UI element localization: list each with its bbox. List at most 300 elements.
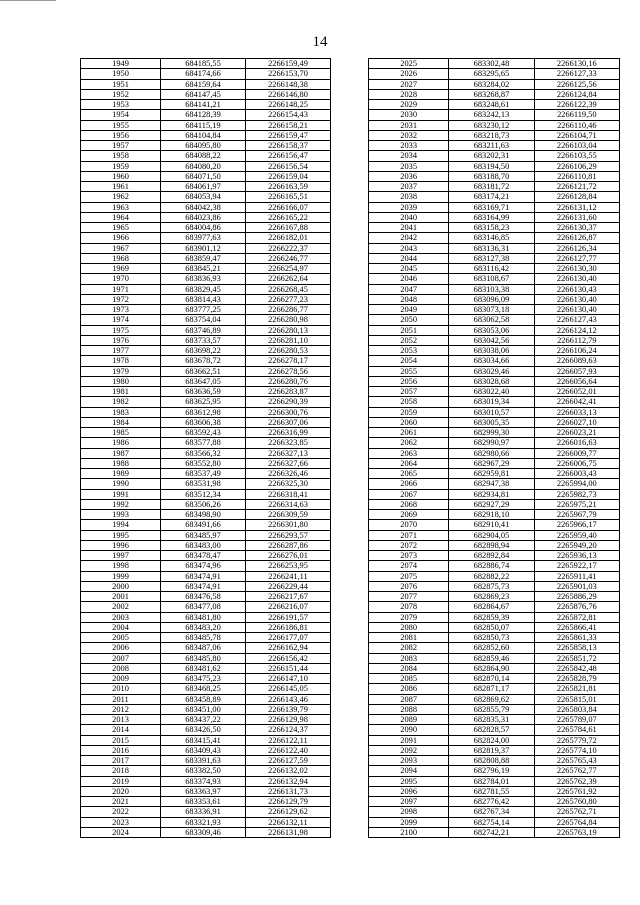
x-coordinate-cell: 682898,94: [449, 540, 534, 550]
point-number-cell: 1995: [81, 530, 161, 540]
x-coordinate-cell: 682980,66: [449, 448, 534, 458]
point-number-cell: 2050: [369, 315, 449, 325]
y-coordinate-cell: 2266146,80: [246, 89, 331, 99]
table-row: [369, 612, 620, 622]
y-coordinate-cell: 2266106,24: [534, 346, 619, 356]
x-coordinate-cell: 683248,61: [449, 100, 534, 110]
point-number-cell: 1984: [81, 417, 161, 427]
point-number-cell: 2089: [369, 715, 449, 725]
table-row: [81, 366, 331, 376]
table-row: [369, 243, 620, 253]
x-coordinate-cell: 683552,80: [161, 458, 246, 468]
table-row: [81, 725, 331, 735]
table-row: [81, 592, 331, 602]
x-coordinate-cell: 682947,38: [449, 479, 534, 489]
table-row: [81, 735, 331, 745]
table-row: [81, 684, 331, 694]
point-number-cell: 2008: [81, 663, 161, 673]
x-coordinate-cell: 682886,74: [449, 561, 534, 571]
y-coordinate-cell: 2266217,67: [246, 592, 331, 602]
y-coordinate-cell: 2265936,13: [534, 551, 619, 561]
y-coordinate-cell: 2266278,17: [246, 356, 331, 366]
x-coordinate-cell: 683073,18: [449, 305, 534, 315]
x-coordinate-cell: 683537,49: [161, 469, 246, 479]
table-row: [369, 428, 620, 438]
table-row: [369, 643, 620, 653]
table-row: [369, 100, 620, 110]
table-row: [369, 182, 620, 192]
point-number-cell: 2064: [369, 458, 449, 468]
y-coordinate-cell: 2266127,33: [534, 69, 619, 79]
x-coordinate-cell: 683426,50: [161, 725, 246, 735]
x-coordinate-cell: 684088,22: [161, 151, 246, 161]
x-coordinate-cell: 683374,93: [161, 776, 246, 786]
y-coordinate-cell: 2266132,11: [246, 817, 331, 827]
point-number-cell: 1973: [81, 305, 161, 315]
y-coordinate-cell: 2266132,94: [246, 776, 331, 786]
y-coordinate-cell: 2266253,95: [246, 561, 331, 571]
point-number-cell: 2051: [369, 325, 449, 335]
x-coordinate-cell: 682967,29: [449, 458, 534, 468]
y-coordinate-cell: 2265763,19: [534, 827, 619, 837]
y-coordinate-cell: 2266326,46: [246, 469, 331, 479]
table-row: [369, 551, 620, 561]
point-number-cell: 2014: [81, 725, 161, 735]
y-coordinate-cell: 2266262,64: [246, 274, 331, 284]
table-row: [81, 561, 331, 571]
table-row: [81, 212, 331, 222]
point-number-cell: 2026: [369, 69, 449, 79]
y-coordinate-cell: 2266287,86: [246, 540, 331, 550]
x-coordinate-cell: 683836,93: [161, 274, 246, 284]
x-coordinate-cell: 683230,12: [449, 120, 534, 130]
y-coordinate-cell: 2265789,07: [534, 715, 619, 725]
table-row: [369, 141, 620, 151]
y-coordinate-cell: 2266132,02: [246, 766, 331, 776]
point-number-cell: 1962: [81, 192, 161, 202]
table-row: [81, 817, 331, 827]
table-row: [81, 551, 331, 561]
y-coordinate-cell: 2266290,39: [246, 397, 331, 407]
x-coordinate-cell: 683592,43: [161, 428, 246, 438]
point-number-cell: 1976: [81, 335, 161, 345]
coordinates-table-right-body: [369, 59, 620, 838]
table-row: [369, 284, 620, 294]
point-number-cell: 2072: [369, 540, 449, 550]
x-coordinate-cell: 682904,05: [449, 530, 534, 540]
table-row: [81, 745, 331, 755]
y-coordinate-cell: 2265886,29: [534, 592, 619, 602]
point-number-cell: 2055: [369, 366, 449, 376]
point-number-cell: 1990: [81, 479, 161, 489]
y-coordinate-cell: 2265762,77: [534, 766, 619, 776]
point-number-cell: 2086: [369, 684, 449, 694]
y-coordinate-cell: 2265975,21: [534, 499, 619, 509]
table-row: [369, 417, 620, 427]
y-coordinate-cell: 2266325,30: [246, 479, 331, 489]
x-coordinate-cell: 683647,05: [161, 376, 246, 386]
y-coordinate-cell: 2265866,41: [534, 622, 619, 632]
x-coordinate-cell: 683476,58: [161, 592, 246, 602]
x-coordinate-cell: 683678,72: [161, 356, 246, 366]
table-row: [369, 766, 620, 776]
point-number-cell: 2065: [369, 469, 449, 479]
x-coordinate-cell: 684042,38: [161, 202, 246, 212]
y-coordinate-cell: 2266057,93: [534, 366, 619, 376]
coordinates-table-left: [80, 58, 331, 838]
point-number-cell: 2053: [369, 346, 449, 356]
point-number-cell: 1996: [81, 540, 161, 550]
point-number-cell: 2035: [369, 161, 449, 171]
x-coordinate-cell: 683010,57: [449, 407, 534, 417]
y-coordinate-cell: 2265784,61: [534, 725, 619, 735]
point-number-cell: 2033: [369, 141, 449, 151]
point-number-cell: 1960: [81, 171, 161, 181]
y-coordinate-cell: 2266166,07: [246, 202, 331, 212]
x-coordinate-cell: 682870,14: [449, 674, 534, 684]
table-row: [81, 510, 331, 520]
x-coordinate-cell: 683487,06: [161, 643, 246, 653]
table-row: [369, 663, 620, 673]
x-coordinate-cell: 683415,41: [161, 735, 246, 745]
y-coordinate-cell: 2266177,07: [246, 633, 331, 643]
table-row: [369, 120, 620, 130]
y-coordinate-cell: 2266158,21: [246, 120, 331, 130]
y-coordinate-cell: 2266009,77: [534, 448, 619, 458]
x-coordinate-cell: 683218,73: [449, 130, 534, 140]
x-coordinate-cell: 684071,50: [161, 171, 246, 181]
x-coordinate-cell: 683242,13: [449, 110, 534, 120]
x-coordinate-cell: 684053,94: [161, 192, 246, 202]
x-coordinate-cell: 683127,38: [449, 253, 534, 263]
y-coordinate-cell: 2266216,07: [246, 602, 331, 612]
x-coordinate-cell: 682864,90: [449, 663, 534, 673]
table-row: [369, 756, 620, 766]
table-row: [369, 438, 620, 448]
table-row: [369, 540, 620, 550]
point-number-cell: 2093: [369, 756, 449, 766]
x-coordinate-cell: 683164,99: [449, 212, 534, 222]
point-number-cell: 1982: [81, 397, 161, 407]
y-coordinate-cell: 2266056,64: [534, 376, 619, 386]
x-coordinate-cell: 683038,06: [449, 346, 534, 356]
y-coordinate-cell: 2266130,37: [534, 223, 619, 233]
table-row: [81, 151, 331, 161]
x-coordinate-cell: 683477,08: [161, 602, 246, 612]
point-number-cell: 2085: [369, 674, 449, 684]
point-number-cell: 2088: [369, 704, 449, 714]
x-coordinate-cell: 682824,00: [449, 735, 534, 745]
point-number-cell: 2054: [369, 356, 449, 366]
y-coordinate-cell: 2266191,57: [246, 612, 331, 622]
table-row: [369, 786, 620, 796]
y-coordinate-cell: 2266127,59: [246, 756, 331, 766]
table-row: [81, 499, 331, 509]
table-row: [81, 807, 331, 817]
table-row: [81, 325, 331, 335]
point-number-cell: 1979: [81, 366, 161, 376]
table-row: [81, 602, 331, 612]
table-row: [369, 776, 620, 786]
table-row: [81, 376, 331, 386]
x-coordinate-cell: 683268,87: [449, 89, 534, 99]
x-coordinate-cell: 684095,80: [161, 141, 246, 151]
x-coordinate-cell: 684080,20: [161, 161, 246, 171]
table-row: [81, 141, 331, 151]
y-coordinate-cell: 2266182,01: [246, 233, 331, 243]
table-row: [369, 69, 620, 79]
x-coordinate-cell: 682859,46: [449, 653, 534, 663]
table-row: [81, 786, 331, 796]
y-coordinate-cell: 2266162,94: [246, 643, 331, 653]
x-coordinate-cell: 683029,46: [449, 366, 534, 376]
point-number-cell: 2073: [369, 551, 449, 561]
point-number-cell: 1972: [81, 294, 161, 304]
table-row: [369, 161, 620, 171]
y-coordinate-cell: 2266124,84: [534, 89, 619, 99]
table-row: [369, 817, 620, 827]
y-coordinate-cell: 2266103,04: [534, 141, 619, 151]
table-row: [81, 694, 331, 704]
table-row: [81, 756, 331, 766]
x-coordinate-cell: 683531,98: [161, 479, 246, 489]
point-number-cell: 2036: [369, 171, 449, 181]
table-row: [81, 305, 331, 315]
table-row: [369, 171, 620, 181]
point-number-cell: 2070: [369, 520, 449, 530]
table-row: [81, 827, 331, 837]
y-coordinate-cell: 2265949,20: [534, 540, 619, 550]
y-coordinate-cell: 2266280,98: [246, 315, 331, 325]
table-row: [369, 151, 620, 161]
table-row: [369, 520, 620, 530]
point-number-cell: 1959: [81, 161, 161, 171]
x-coordinate-cell: 682927,29: [449, 499, 534, 509]
x-coordinate-cell: 683636,59: [161, 387, 246, 397]
point-number-cell: 2039: [369, 202, 449, 212]
point-number-cell: 1965: [81, 223, 161, 233]
y-coordinate-cell: 2266110,81: [534, 171, 619, 181]
point-number-cell: 2020: [81, 786, 161, 796]
table-row: [369, 633, 620, 643]
table-row: [81, 407, 331, 417]
point-number-cell: 2066: [369, 479, 449, 489]
y-coordinate-cell: 2266327,66: [246, 458, 331, 468]
y-coordinate-cell: 2266122,40: [246, 745, 331, 755]
point-number-cell: 2047: [369, 284, 449, 294]
point-number-cell: 2042: [369, 233, 449, 243]
point-number-cell: 2044: [369, 253, 449, 263]
point-number-cell: 1966: [81, 233, 161, 243]
point-number-cell: 2100: [369, 827, 449, 837]
y-coordinate-cell: 2266156,54: [246, 161, 331, 171]
table-row: [81, 520, 331, 530]
point-number-cell: 2090: [369, 725, 449, 735]
y-coordinate-cell: 2266129,98: [246, 715, 331, 725]
x-coordinate-cell: 684174,66: [161, 69, 246, 79]
x-coordinate-cell: 683437,22: [161, 715, 246, 725]
point-number-cell: 1949: [81, 59, 161, 69]
point-number-cell: 1974: [81, 315, 161, 325]
point-number-cell: 1993: [81, 510, 161, 520]
x-coordinate-cell: 683777,25: [161, 305, 246, 315]
x-coordinate-cell: 683158,23: [449, 223, 534, 233]
point-number-cell: 2000: [81, 581, 161, 591]
y-coordinate-cell: 2265842,48: [534, 663, 619, 673]
x-coordinate-cell: 683491,66: [161, 520, 246, 530]
point-number-cell: 2022: [81, 807, 161, 817]
x-coordinate-cell: 682855,79: [449, 704, 534, 714]
point-number-cell: 1986: [81, 438, 161, 448]
y-coordinate-cell: 2266301,80: [246, 520, 331, 530]
x-coordinate-cell: 683005,35: [449, 417, 534, 427]
y-coordinate-cell: 2266052,01: [534, 387, 619, 397]
table-row: [81, 428, 331, 438]
point-number-cell: 2015: [81, 735, 161, 745]
y-coordinate-cell: 2266159,04: [246, 171, 331, 181]
y-coordinate-cell: 2266130,40: [534, 274, 619, 284]
x-coordinate-cell: 683211,63: [449, 141, 534, 151]
table-row: [369, 192, 620, 202]
y-coordinate-cell: 2266281,10: [246, 335, 331, 345]
point-number-cell: 2081: [369, 633, 449, 643]
x-coordinate-cell: 684185,55: [161, 59, 246, 69]
table-row: [369, 366, 620, 376]
point-number-cell: 1980: [81, 376, 161, 386]
y-coordinate-cell: 2266129,79: [246, 797, 331, 807]
y-coordinate-cell: 2266268,45: [246, 284, 331, 294]
table-row: [81, 274, 331, 284]
y-coordinate-cell: 2266283,87: [246, 387, 331, 397]
y-coordinate-cell: 2265815,01: [534, 694, 619, 704]
point-number-cell: 2029: [369, 100, 449, 110]
x-coordinate-cell: 682864,67: [449, 602, 534, 612]
table-row: [81, 284, 331, 294]
table-row: [81, 387, 331, 397]
table-row: [369, 376, 620, 386]
x-coordinate-cell: 684141,21: [161, 100, 246, 110]
table-row: [369, 335, 620, 345]
x-coordinate-cell: 684159,64: [161, 79, 246, 89]
point-number-cell: 2075: [369, 571, 449, 581]
y-coordinate-cell: 2266156,42: [246, 653, 331, 663]
x-coordinate-cell: 683625,95: [161, 397, 246, 407]
point-number-cell: 2017: [81, 756, 161, 766]
y-coordinate-cell: 2266027,10: [534, 417, 619, 427]
x-coordinate-cell: 684004,86: [161, 223, 246, 233]
y-coordinate-cell: 2266246,77: [246, 253, 331, 263]
y-coordinate-cell: 2265779,72: [534, 735, 619, 745]
y-coordinate-cell: 2266121,72: [534, 182, 619, 192]
y-coordinate-cell: 2266318,41: [246, 489, 331, 499]
point-number-cell: 1975: [81, 325, 161, 335]
point-number-cell: 2016: [81, 745, 161, 755]
table-row: [369, 653, 620, 663]
table-row: [369, 264, 620, 274]
table-row: [81, 89, 331, 99]
table-row: [369, 346, 620, 356]
table-row: [81, 448, 331, 458]
table-row: [81, 335, 331, 345]
table-row: [81, 622, 331, 632]
table-row: [81, 704, 331, 714]
point-number-cell: 1968: [81, 253, 161, 263]
x-coordinate-cell: 683022,40: [449, 387, 534, 397]
table-row: [369, 479, 620, 489]
table-row: [369, 315, 620, 325]
point-number-cell: 1987: [81, 448, 161, 458]
y-coordinate-cell: 2265764,84: [534, 817, 619, 827]
y-coordinate-cell: 2266222,37: [246, 243, 331, 253]
x-coordinate-cell: 683468,25: [161, 684, 246, 694]
x-coordinate-cell: 683363,97: [161, 786, 246, 796]
x-coordinate-cell: 682875,73: [449, 581, 534, 591]
table-row: [81, 202, 331, 212]
page-number: 14: [312, 34, 328, 50]
point-number-cell: 1970: [81, 274, 161, 284]
x-coordinate-cell: 683451,00: [161, 704, 246, 714]
x-coordinate-cell: 683485,78: [161, 633, 246, 643]
table-row: [81, 59, 331, 69]
point-number-cell: 2025: [369, 59, 449, 69]
table-row: [81, 530, 331, 540]
table-row: [81, 233, 331, 243]
x-coordinate-cell: 683483,00: [161, 540, 246, 550]
point-number-cell: 2082: [369, 643, 449, 653]
table-row: [369, 356, 620, 366]
table-row: [369, 602, 620, 612]
table-row: [81, 479, 331, 489]
point-number-cell: 2046: [369, 274, 449, 284]
table-row: [81, 674, 331, 684]
point-number-cell: 2006: [81, 643, 161, 653]
point-number-cell: 2043: [369, 243, 449, 253]
table-row: [81, 776, 331, 786]
table-row: [81, 192, 331, 202]
table-row: [369, 212, 620, 222]
table-row: [81, 581, 331, 591]
y-coordinate-cell: 2266156,47: [246, 151, 331, 161]
x-coordinate-cell: 683042,56: [449, 335, 534, 345]
point-number-cell: 2030: [369, 110, 449, 120]
table-row: [369, 704, 620, 714]
table-row: [369, 59, 620, 69]
y-coordinate-cell: 2266110,46: [534, 120, 619, 130]
point-number-cell: 1969: [81, 264, 161, 274]
x-coordinate-cell: 683108,67: [449, 274, 534, 284]
table-row: [369, 797, 620, 807]
x-coordinate-cell: 682959,81: [449, 469, 534, 479]
point-number-cell: 2003: [81, 612, 161, 622]
point-number-cell: 2031: [369, 120, 449, 130]
point-number-cell: 2098: [369, 807, 449, 817]
y-coordinate-cell: 2266241,11: [246, 571, 331, 581]
x-coordinate-cell: 682869,62: [449, 694, 534, 704]
point-number-cell: 1981: [81, 387, 161, 397]
y-coordinate-cell: 2266122,11: [246, 735, 331, 745]
x-coordinate-cell: 683483,20: [161, 622, 246, 632]
y-coordinate-cell: 2266280,76: [246, 376, 331, 386]
x-coordinate-cell: 682852,60: [449, 643, 534, 653]
x-coordinate-cell: 683481,62: [161, 663, 246, 673]
point-number-cell: 1957: [81, 141, 161, 151]
x-coordinate-cell: 683662,51: [161, 366, 246, 376]
x-coordinate-cell: 683034,66: [449, 356, 534, 366]
y-coordinate-cell: 2266126,87: [534, 233, 619, 243]
point-number-cell: 2052: [369, 335, 449, 345]
y-coordinate-cell: 2265821,81: [534, 684, 619, 694]
y-coordinate-cell: 2266316,99: [246, 428, 331, 438]
